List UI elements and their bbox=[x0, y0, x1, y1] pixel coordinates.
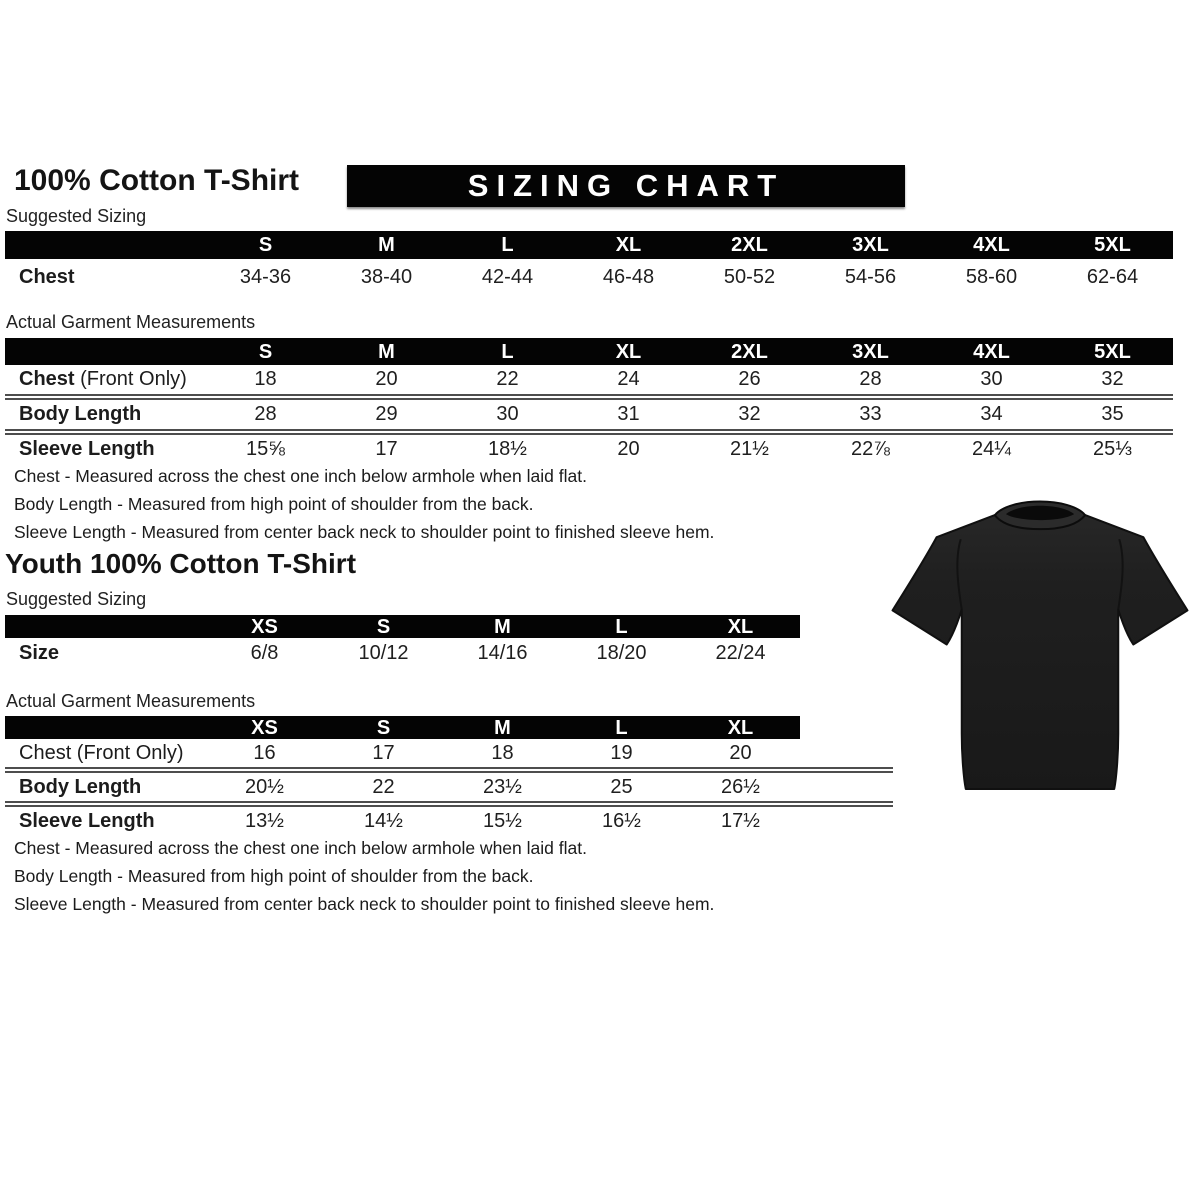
sizing-chart-banner-label: SIZING CHART bbox=[467, 168, 785, 203]
measurement-cell: 18 bbox=[254, 368, 277, 390]
measurement-cell: 22 bbox=[372, 775, 395, 798]
table-row bbox=[5, 435, 1173, 464]
measurement-cell: 10/12 bbox=[358, 641, 409, 664]
measurement-cell: 28 bbox=[254, 403, 277, 425]
measurement-cell: 21½ bbox=[730, 438, 769, 460]
measurement-cell: 14½ bbox=[364, 809, 403, 832]
table-row bbox=[5, 259, 1173, 295]
size-column-header: L bbox=[501, 340, 514, 363]
size-header-row bbox=[5, 716, 800, 739]
size-column-header: S bbox=[376, 615, 391, 638]
size-column-header: 4XL bbox=[973, 234, 1010, 256]
measurement-cell: 22⅞ bbox=[851, 438, 890, 460]
size-column-header: XS bbox=[251, 615, 278, 638]
row-label-text: Chest (Front Only) bbox=[19, 741, 184, 764]
measurement-cell: 26 bbox=[738, 368, 761, 390]
size-column-header: M bbox=[494, 716, 511, 739]
size-column-header: M bbox=[378, 234, 395, 256]
size-column-header: 5XL bbox=[1094, 340, 1131, 363]
size-column-header: S bbox=[376, 716, 391, 739]
row-label bbox=[5, 438, 205, 461]
row-label bbox=[5, 742, 205, 765]
measurement-cell: 30 bbox=[496, 403, 519, 425]
measurement-note: Sleeve Length - Measured from center back neck to shoulder point to finished sleeve hem. bbox=[14, 522, 715, 542]
measurement-cell: 16 bbox=[253, 741, 276, 764]
measurement-note: Body Length - Measured from high point of shoulder from the back. bbox=[14, 494, 534, 514]
youth-actual-measurements-heading: Actual Garment Measurements bbox=[6, 691, 256, 711]
measurement-cell: 29 bbox=[375, 403, 398, 425]
row-label-suffix: (Front Only) bbox=[74, 368, 187, 390]
youth-suggested-sizing-heading: Suggested Sizing bbox=[6, 589, 147, 609]
row-label bbox=[5, 642, 205, 665]
table-row bbox=[5, 400, 1173, 429]
tshirt-body bbox=[893, 515, 1188, 789]
row-label-text: Sleeve Length bbox=[19, 809, 155, 832]
size-column-header: XS bbox=[251, 716, 278, 739]
measurement-cell: 20 bbox=[617, 438, 640, 460]
measurement-cell: 25 bbox=[610, 775, 633, 798]
measurement-cell: 35 bbox=[1101, 403, 1124, 425]
measurement-cell: 17 bbox=[375, 438, 398, 460]
measurement-cell: 16½ bbox=[602, 809, 641, 832]
size-header-row bbox=[5, 338, 1173, 365]
size-header-row bbox=[5, 231, 1173, 259]
adult-measurement-notes bbox=[14, 466, 714, 550]
measurement-cell: 62-64 bbox=[1086, 265, 1139, 288]
measurement-cell: 42-44 bbox=[481, 265, 534, 288]
measurement-cell: 46-48 bbox=[602, 265, 655, 288]
row-label-text: Size bbox=[19, 641, 60, 664]
size-column-header: M bbox=[494, 615, 511, 638]
size-column-header: 3XL bbox=[852, 234, 889, 256]
measurement-cell: 54-56 bbox=[844, 265, 897, 288]
measurement-cell: 13½ bbox=[245, 809, 284, 832]
row-label bbox=[5, 368, 205, 391]
adult-suggested-sizing-heading: Suggested Sizing bbox=[6, 206, 147, 226]
measurement-cell: 32 bbox=[738, 403, 761, 425]
measurement-cell: 14/16 bbox=[477, 641, 528, 664]
row-label-text: Body Length bbox=[19, 403, 142, 425]
size-column-header: M bbox=[378, 340, 395, 363]
sizing-chart-banner bbox=[347, 165, 905, 207]
adult-suggested-sizing-table bbox=[5, 231, 1173, 295]
size-column-header: L bbox=[615, 615, 628, 638]
measurement-note: Body Length - Measured from high point of shoulder from the back. bbox=[14, 866, 534, 886]
row-label-text: Body Length bbox=[19, 775, 142, 798]
measurement-note: Sleeve Length - Measured from center back neck to shoulder point to finished sleeve hem. bbox=[14, 894, 715, 914]
measurement-cell: 23½ bbox=[483, 775, 522, 798]
measurement-cell: 24¼ bbox=[972, 438, 1011, 460]
measurement-cell: 38-40 bbox=[360, 265, 413, 288]
size-column-header: 2XL bbox=[731, 234, 768, 256]
size-column-header: XL bbox=[615, 234, 642, 256]
size-column-header: XL bbox=[615, 340, 642, 363]
measurement-cell: 34-36 bbox=[239, 265, 292, 288]
row-label bbox=[5, 810, 205, 833]
table-row bbox=[5, 773, 800, 801]
youth-suggested-sizing-table bbox=[5, 615, 800, 668]
measurement-note: Chest - Measured across the chest one inch below armhole when laid flat. bbox=[14, 466, 587, 486]
row-label-text: Sleeve Length bbox=[19, 438, 155, 460]
measurement-cell: 26½ bbox=[721, 775, 760, 798]
measurement-cell: 20 bbox=[375, 368, 398, 390]
page-title: 100% Cotton T-Shirt bbox=[14, 164, 300, 197]
youth-section-title: Youth 100% Cotton T-Shirt bbox=[5, 548, 357, 579]
size-column-header: 5XL bbox=[1094, 234, 1131, 256]
row-label bbox=[5, 776, 205, 799]
measurement-cell: 15⅝ bbox=[246, 438, 285, 460]
measurement-cell: 20½ bbox=[245, 775, 284, 798]
size-column-header: 4XL bbox=[973, 340, 1010, 363]
row-label bbox=[5, 266, 205, 289]
size-header-row bbox=[5, 615, 800, 638]
measurement-note: Chest - Measured across the chest one inch below armhole when laid flat. bbox=[14, 838, 587, 858]
measurement-cell: 50-52 bbox=[723, 265, 776, 288]
measurement-cell: 25⅓ bbox=[1093, 438, 1132, 460]
youth-actual-measurements-table bbox=[5, 716, 893, 835]
row-label-text: Chest bbox=[19, 265, 75, 288]
measurement-cell: 31 bbox=[617, 403, 640, 425]
adult-actual-measurements-table bbox=[5, 338, 1173, 464]
measurement-cell: 6/8 bbox=[250, 641, 279, 664]
size-column-header: S bbox=[258, 234, 273, 256]
measurement-cell: 19 bbox=[610, 741, 633, 764]
size-column-header: 2XL bbox=[731, 340, 768, 363]
size-column-header: 3XL bbox=[852, 340, 889, 363]
size-column-header: XL bbox=[727, 716, 754, 739]
tshirt-graphic bbox=[884, 489, 1196, 805]
measurement-cell: 17½ bbox=[721, 809, 760, 832]
table-row bbox=[5, 739, 800, 767]
measurement-cell: 18 bbox=[491, 741, 514, 764]
row-label-text: Chest bbox=[19, 368, 75, 390]
size-column-header: L bbox=[615, 716, 628, 739]
measurement-cell: 18½ bbox=[488, 438, 527, 460]
size-column-header: S bbox=[258, 340, 273, 363]
size-column-header: XL bbox=[727, 615, 754, 638]
measurement-cell: 32 bbox=[1101, 368, 1124, 390]
measurement-cell: 33 bbox=[859, 403, 882, 425]
measurement-cell: 34 bbox=[980, 403, 1003, 425]
measurement-cell: 24 bbox=[617, 368, 640, 390]
measurement-cell: 22/24 bbox=[715, 641, 766, 664]
measurement-cell: 20 bbox=[729, 741, 752, 764]
measurement-cell: 30 bbox=[980, 368, 1003, 390]
table-row bbox=[5, 365, 1173, 394]
table-row bbox=[5, 807, 800, 835]
table-row bbox=[5, 638, 800, 668]
black-tshirt-image bbox=[884, 489, 1196, 805]
adult-actual-measurements-heading: Actual Garment Measurements bbox=[6, 312, 256, 332]
youth-measurement-notes bbox=[14, 838, 714, 922]
measurement-cell: 58-60 bbox=[965, 265, 1018, 288]
row-label bbox=[5, 403, 205, 426]
size-column-header: L bbox=[501, 234, 514, 256]
measurement-cell: 15½ bbox=[483, 809, 522, 832]
measurement-cell: 28 bbox=[859, 368, 882, 390]
measurement-cell: 18/20 bbox=[596, 641, 647, 664]
measurement-cell: 22 bbox=[496, 368, 519, 390]
measurement-cell: 17 bbox=[372, 741, 395, 764]
